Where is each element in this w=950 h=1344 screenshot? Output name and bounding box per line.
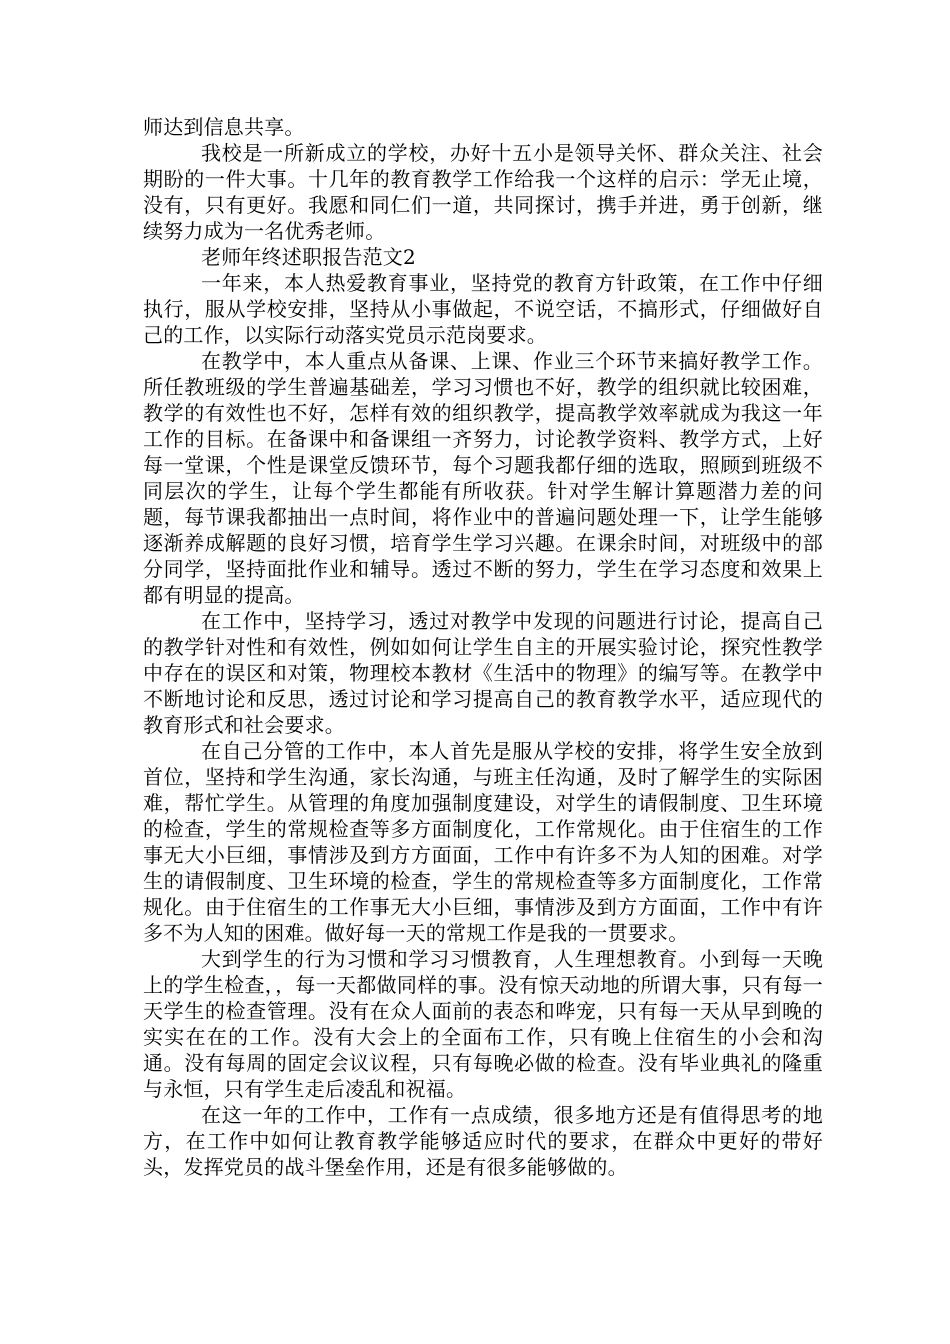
paragraph-continuation: 师达到信息共享。	[143, 115, 305, 139]
paragraph-management: 在自己分管的工作中，本人首先是服从学校的安排，将学生安全放到首位，坚持和学生沟通，家长沟通，与班主任沟通，及时了解学生的实际困难，帮忙学生。从管理的角度加强制度建设，对学生的请假制度、卫生环境的检查，学生的常规检查等多方面制度化，工作常规化。由于住宿生的工作事无大小巨细，事情涉及到方方面面，工作中有许多不为人知的困难。对学生的请假制度、卫生环境的检查，学生的常规检查等多方面制度化，工作常规化。由于住宿生的工作事无大小巨细，事情涉及到方方面面，工作中有许多不为人知的困难。做好每一天的常规工作是我的一贯要求。	[143, 739, 823, 945]
document-page	[143, 114, 823, 1180]
paragraph-teaching: 在教学中，本人重点从备课、上课、作业三个环节来搞好教学工作。所任教班级的学生普遍基础差，学习习惯也不好，教学的组织就比较困难，教学的有效性也不好，怎样有效的组织教学，提高教学效率就成为我这一年工作的目标。在备课中和备课组一齐努力，讨论教学资料、教学方式，上好每一堂课，个性是课堂反馈环节，每个习题我都仔细的选取，照顾到班级不同层次的学生，让每个学生都能有所收获。针对学生解计算题潜力差的问题，每节课我都抽出一点时间，将作业中的普遍问题处理一下，让学生能够逐渐养成解题的良好习惯，培育学生学习兴趣。在课余时间，对班级中的部分同学，坚持面批作业和辅导。透过不断的努力，学生在学习态度和效果上都有明显的提高。	[143, 349, 823, 607]
paragraph-daily-work: 大到学生的行为习惯和学习习惯教育，人生理想教育。小到每一天晚上的学生检查，，每一天都做同样的事。没有惊天动地的所谓大事，只有每一天学生的检查管理。没有在众人面前的表态和哗宠，只有每一天从早到晚的实实在在的工作。没有大会上的全面布工作，只有晚上住宿生的小会和沟通。没有每周的固定会议议程，只有每晚必做的检查。没有毕业典礼的隆重与永恒，只有学生走后凌乱和祝福。	[143, 947, 823, 1101]
paragraph-school-intro: 我校是一所新成立的学校，办好十五小是领导关怀、群众关注、社会期盼的一件大事。十几年的教育教学工作给我一个这样的启示：学无止境，没有，只有更好。我愿和同仁们一道，共同探讨，携手并进，勇于创新，继续努力成为一名优秀老师。	[143, 141, 823, 243]
paragraph-study: 在工作中，坚持学习，透过对教学中发现的问题进行讨论，提高自己的教学针对性和有效性，例如如何让学生自主的开展实验讨论，探究性教学中存在的误区和对策，物理校本教材《生活中的物理》的编写等。在教学中不断地讨论和反思，透过讨论和学习提高自己的教育教学水平，适应现代的教育形式和社会要求。	[143, 609, 823, 737]
paragraph-year-overview: 一年来，本人热爱教育事业，坚持党的教育方针政策，在工作中仔细执行，服从学校安排，坚持从小事做起，不说空话，不搞形式，仔细做好自己的工作，以实际行动落实党员示范岗要求。	[143, 271, 823, 347]
paragraph-conclusion: 在这一年的工作中，工作有一点成绩，很多地方还是有值得思考的地方，在工作中如何让教育教学能够适应时代的要求，在群众中更好的带好头，发挥党员的战斗堡垒作用，还是有很多能够做的。	[143, 1103, 823, 1179]
section-heading: 老师年终述职报告范文2	[201, 245, 416, 269]
